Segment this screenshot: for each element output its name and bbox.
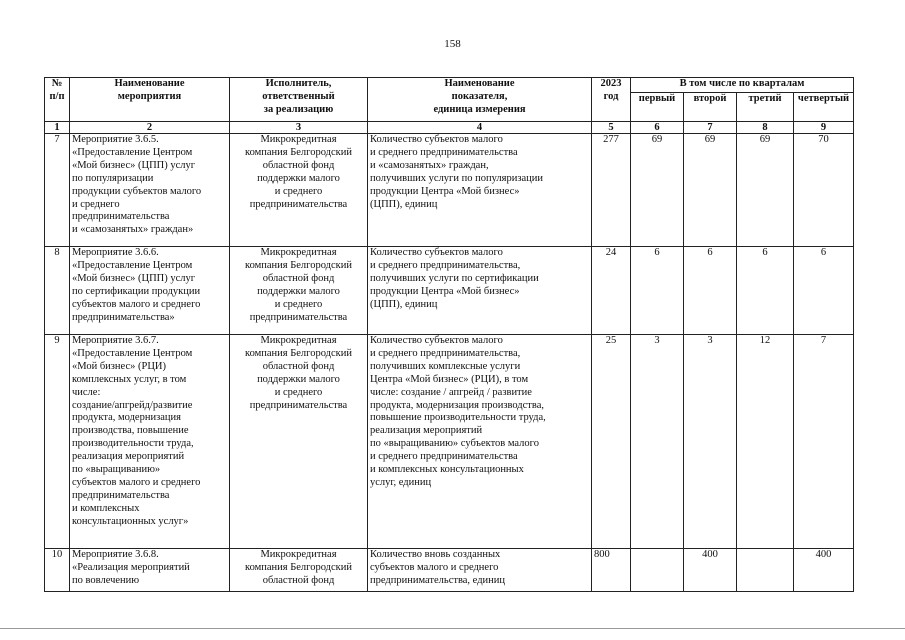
column-number: 1 — [45, 122, 70, 134]
row-event: Мероприятие 3.6.5. «Предоставление Центром «Мой бизнес» (ЦПП) услуг по популяризации продукции субъектов малого и среднего предпринимательства и «самозанятых» граждан» — [70, 134, 230, 247]
row-q4-value: 6 — [794, 247, 854, 335]
row-num: 10 — [45, 549, 70, 592]
row-event: Мероприятие 3.6.8. «Реализация мероприятий по вовлечению — [70, 549, 230, 592]
row-num: 7 — [45, 134, 70, 247]
header-q2: второй — [684, 93, 737, 122]
measures-table — [44, 77, 854, 592]
header-q3: третий — [737, 93, 794, 122]
row-q1-value: 3 — [631, 335, 684, 549]
header-year — [592, 78, 631, 122]
scan-edge-line — [0, 628, 905, 629]
row-indicator: Количество субъектов малого и среднего предпринимательства, получивших комплексные услуги Центра «Мой бизнес» (РЦИ), в том числе: создание / апгрейд / развитие продукта, модернизация производства, повышение производительности труда, реализация мероприятий по «выращиванию» субъектов малого и среднего предпринимательства и комплексных консультационных услуг, единиц — [368, 335, 592, 549]
row-indicator: Количество субъектов малого и среднего предпринимательства, получивших услуги по сертификации продукции Центра «Мой бизнес» (ЦПП), единиц — [368, 247, 592, 335]
row-q3-value: 6 — [737, 247, 794, 335]
row-executor: Микрокредитная компания Белгородский областной фонд поддержки малого и среднего предпринимательства — [230, 134, 368, 247]
row-executor: Микрокредитная компания Белгородский областной фонд поддержки малого и среднего предпринимательства — [230, 247, 368, 335]
header-event: Наименование мероприятия — [70, 78, 230, 122]
table-row — [45, 247, 854, 335]
column-number: 8 — [737, 122, 794, 134]
row-q1-value: 6 — [631, 247, 684, 335]
row-q3-value: 12 — [737, 335, 794, 549]
row-q2-value: 3 — [684, 335, 737, 549]
row-q3-value — [737, 549, 794, 592]
row-q3-value: 69 — [737, 134, 794, 247]
column-number: 9 — [794, 122, 854, 134]
row-q2-value: 69 — [684, 134, 737, 247]
header-year-value: 2023 — [600, 78, 622, 89]
header-quarters-group: В том числе по кварталам — [631, 78, 854, 93]
header-q4: четвертый — [794, 93, 854, 122]
row-q1-value: 69 — [631, 134, 684, 247]
table-row — [45, 549, 854, 592]
header-indicator: Наименование показателя, единица измерения — [368, 78, 592, 122]
column-number: 3 — [230, 122, 368, 134]
row-event: Мероприятие 3.6.7. «Предоставление Центром «Мой бизнес» (РЦИ) комплексных услуг, в том числе: создание/апгрейд/развитие продукта, модернизация производства, повышение производительности труда, реализация мероприятий по «выращиванию» субъектов малого и среднего предпринимательства и комплексных консультационных услуг» — [70, 335, 230, 549]
row-q1-value — [631, 549, 684, 592]
row-executor: Микрокредитная компания Белгородский областной фонд — [230, 549, 368, 592]
header-q1: первый — [631, 93, 684, 122]
page-number: 158 — [444, 38, 461, 50]
header-executor: Исполнитель, ответственный за реализацию — [230, 78, 368, 122]
row-q4-value: 70 — [794, 134, 854, 247]
table-row — [45, 335, 854, 549]
row-q2-value: 400 — [684, 549, 737, 592]
row-num: 9 — [45, 335, 70, 549]
column-number: 5 — [592, 122, 631, 134]
row-q4-value: 7 — [794, 335, 854, 549]
row-num: 8 — [45, 247, 70, 335]
header-row-1 — [45, 78, 854, 93]
column-number: 7 — [684, 122, 737, 134]
row-year-value: 24 — [592, 247, 631, 335]
row-event: Мероприятие 3.6.6. «Предоставление Центром «Мой бизнес» (ЦПП) услуг по сертификации продукции субъектов малого и среднего предпринимательства» — [70, 247, 230, 335]
row-q4-value: 400 — [794, 549, 854, 592]
header-num: № п/п — [45, 78, 70, 122]
column-number: 4 — [368, 122, 592, 134]
row-indicator: Количество субъектов малого и среднего предпринимательства и «самозанятых» граждан, получивших услуги по популяризации продукции Центра «Мой бизнес» (ЦПП), единиц — [368, 134, 592, 247]
row-indicator: Количество вновь созданных субъектов малого и среднего предпринимательства, единиц — [368, 549, 592, 592]
row-executor: Микрокредитная компания Белгородский областной фонд поддержки малого и среднего предпринимательства — [230, 335, 368, 549]
header-year-label: год — [603, 90, 619, 102]
column-number: 2 — [70, 122, 230, 134]
row-year-value: 25 — [592, 335, 631, 549]
column-number-row — [45, 122, 854, 134]
row-year-value: 800 — [592, 549, 631, 592]
row-q2-value: 6 — [684, 247, 737, 335]
column-number: 6 — [631, 122, 684, 134]
table-row — [45, 134, 854, 247]
row-year-value: 277 — [592, 134, 631, 247]
